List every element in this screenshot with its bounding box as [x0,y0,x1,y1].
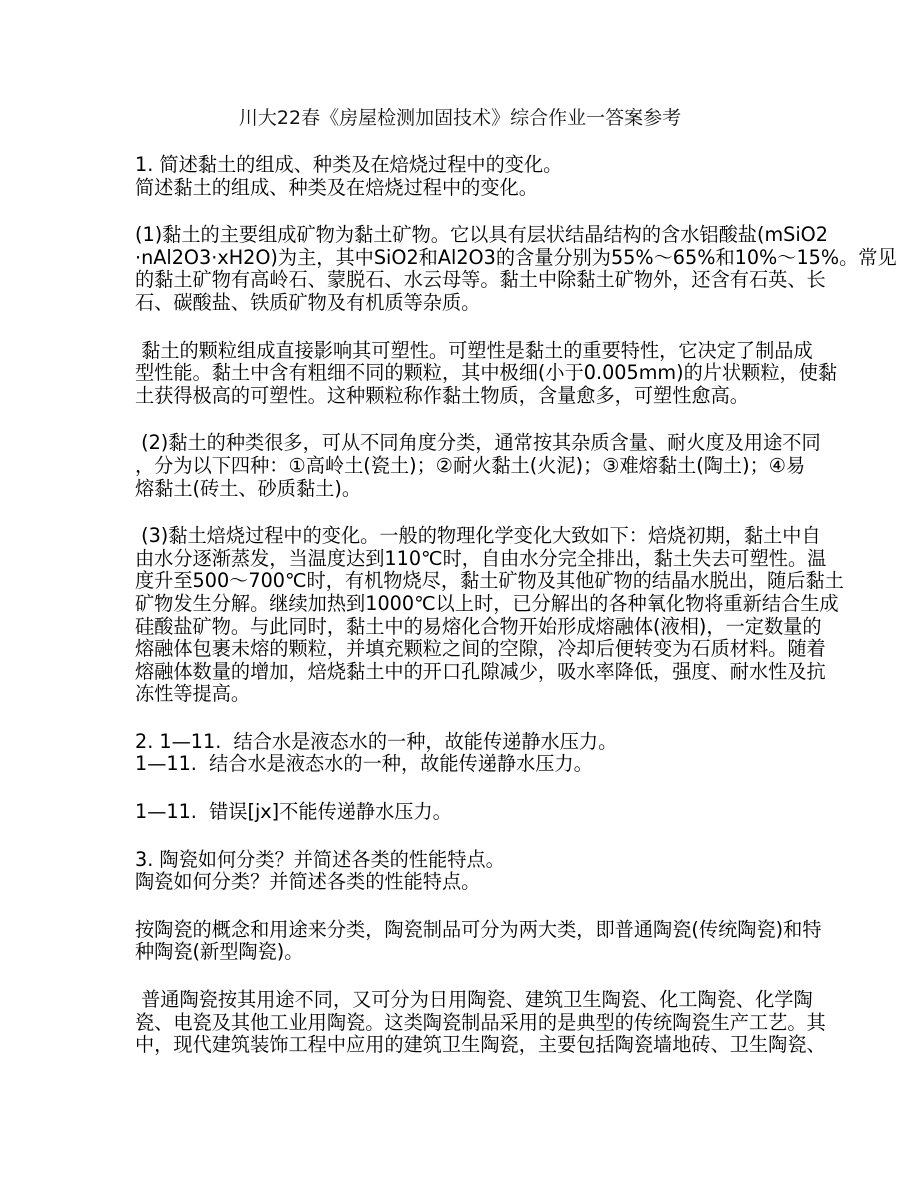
text-line: 简述黏土的组成、种类及在焙烧过程中的变化。 [135,175,538,199]
text-line: 黏土的颗粒组成直接影响其可塑性。可塑性是黏土的重要特性，它决定了制品成 [135,338,813,362]
text-line: 按陶瓷的概念和用途来分类，陶瓷制品可分为两大类，即普通陶瓷(传统陶瓷)和特 [135,917,822,941]
text-line: 普通陶瓷按其用途不同，又可分为日用陶瓷、建筑卫生陶瓷、化工陶瓷、化学陶 [135,988,813,1012]
paragraph [135,524,844,706]
document-body [135,153,897,1057]
paragraph [135,154,815,199]
text-line: 冻性等提高。 [135,682,251,706]
text-line: 熔黏土(砖土、砂质黏土)。 [135,476,362,500]
text-line: 矿物发生分解。继续加热到1000℃以上时，已分解出的各种氧化物将重新结合生成 [135,591,839,615]
text-line: (2)黏土的种类很多，可从不同角度分类，通常按其杂质含量、耐火度及用途不同 [135,431,821,455]
text-line: 1. 简述黏土的组成、种类及在焙烧过程中的变化。 [135,153,563,176]
text-line: 种陶瓷(新型陶瓷)。 [135,940,304,964]
text-line: (3)黏土焙烧过程中的变化。一般的物理化学变化大致如下：焙烧初期，黏土中自 [135,524,821,548]
text-line: 3. 陶瓷如何分类？并简述各类的性能特点。 [135,847,505,871]
paragraph [135,223,897,314]
text-line: 陶瓷如何分类？并简述各类的性能特点。 [135,870,481,894]
text-line: 1—11. 结合水是液态水的一种，故能传递静水压力。 [135,752,593,776]
text-line: 1—11. 错误[jx]不能传递静水压力。 [135,800,452,824]
text-line: 型性能。黏土中含有粗细不同的颗粒，其中极细(小于0.005mm)的片状颗粒，使黏 [135,361,838,385]
text-line: 熔融体包裹未熔的颗粒，并填充颗粒之间的空隙，冷却后便转变为石质材料。随着 [135,637,826,661]
paragraph [135,988,826,1057]
text-line: 由水分逐渐蒸发，当温度达到110℃时，自由水分完全排出，黏土失去可塑性。温 [135,546,827,570]
text-line: 瓷、电瓷及其他工业用陶瓷。这类陶瓷制品采用的是典型的传统陶瓷生产工艺。其 [135,1010,826,1034]
text-line: 土获得极高的可塑性。这种颗粒称作黏土物质，含量愈多，可塑性愈高。 [135,383,749,407]
text-line: 的黏土矿物有高岭石、蒙脱石、水云母等。黏土中除黏土矿物外，还含有石英、长 [135,268,826,292]
text-line: 熔融体数量的增加，焙烧黏土中的开口孔隙减少，吸水率降低，强度、耐水性及抗 [135,659,826,683]
text-line: ，分为以下四种：①高岭土(瓷土)；②耐火黏土(火泥)；③难熔黏土(陶土)；④易 [135,453,806,477]
text-line: ·nAl2O3·xH2O)为主，其中SiO2和Al2O3的含量分别为55%～65%和10%～15%。常见 [135,245,897,269]
text-line: (1)黏土的主要组成矿物为黏土矿物。它以具有层状结晶结构的含水铝酸盐(mSiO2 [135,223,828,247]
text-line: 度升至500～700℃时，有机物烧尽，黏土矿物及其他矿物的结晶水脱出，随后黏土 [135,569,844,593]
text-line: 硅酸盐矿物。与此同时，黏土中的易熔化合物开始形成熔融体(液相)，一定数量的 [135,614,822,638]
paragraph [135,731,815,776]
paragraph [135,849,815,894]
paragraph [135,431,821,500]
text-line: 2. 1—11. 结合水是液态水的一种，故能传递静水压力。 [135,729,618,753]
text-line: 石、碳酸盐、铁质矿物及有机质等杂质。 [135,290,481,314]
paragraph [135,801,815,824]
text-line: 中，现代建筑装饰工程中应用的建筑卫生陶瓷，主要包括陶瓷墙地砖、卫生陶瓷、 [135,1033,826,1057]
paragraph [135,338,838,408]
document-title: 川大22春《房屋检测加固技术》综合作业一答案参考 [238,107,682,129]
paragraph [135,917,822,964]
